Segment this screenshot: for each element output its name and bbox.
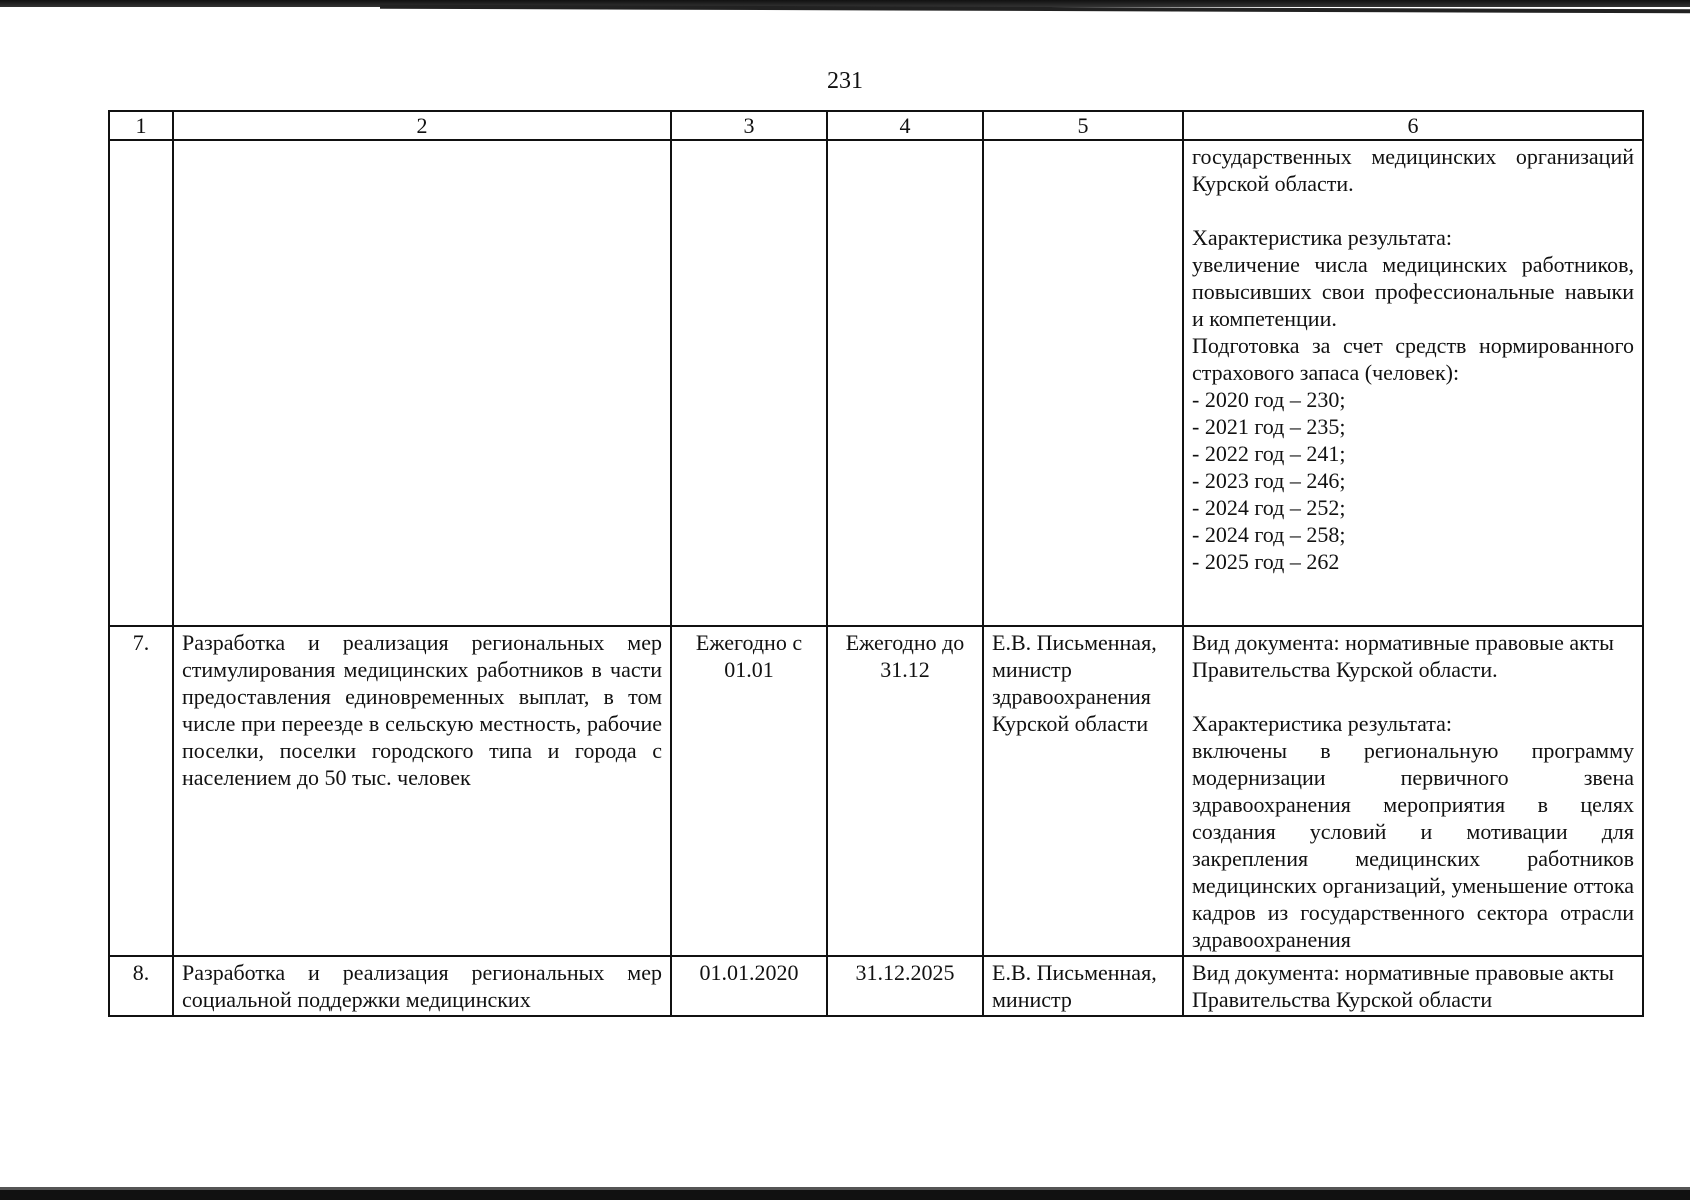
row-number: 8.: [109, 956, 173, 1016]
header-col-6: 6: [1183, 111, 1643, 140]
header-row: [109, 111, 1643, 140]
cont-cell-1: [109, 140, 173, 626]
row-number: 7.: [109, 626, 173, 956]
year-item: - 2021 год – 235;: [1192, 414, 1346, 439]
end-date: 31.12.2025: [827, 956, 983, 1016]
responsible-person: Е.В. Письменная, министр: [983, 956, 1183, 1016]
year-item: - 2023 год – 246;: [1192, 468, 1346, 493]
cont-training-text: Подготовка за счет средств нормированного страхового запаса (человек):: [1192, 333, 1634, 385]
result-text: включены в региональную программу модернизации первичного звена здравоохранения мероприятия в целях создания условий и мотивации для закрепления медицинских работников медицинских организаций, уменьшение оттока кадров из государственного сектора отрасли здравоохранения: [1192, 738, 1635, 952]
start-date: 01.01.2020: [671, 956, 827, 1016]
cont-result-heading: Характеристика результата:: [1192, 225, 1453, 250]
cont-result-text: увеличение числа медицинских работников, повысивших свои профессиональные навыки и компетенции.: [1192, 252, 1634, 331]
document-type: Вид документа: нормативные правовые акты Правительства Курской области.: [1192, 630, 1614, 682]
table-row: [109, 956, 1643, 1016]
result-heading: Характеристика результата:: [1192, 711, 1453, 736]
year-item: - 2022 год – 241;: [1192, 441, 1346, 466]
scan-edge-bottom: [0, 1190, 1690, 1200]
start-date: Ежегодно с 01.01: [671, 626, 827, 956]
page-number: 231: [827, 68, 863, 94]
header-col-4: 4: [827, 111, 983, 140]
measures-table: [108, 110, 1644, 1017]
year-item: - 2024 год – 252;: [1192, 495, 1346, 520]
header-col-3: 3: [671, 111, 827, 140]
cont-result-cell: [1183, 140, 1643, 626]
cont-cell-3: [671, 140, 827, 626]
table-row: [109, 626, 1643, 956]
measure-name: Разработка и реализация региональных мер стимулирования медицинских работников в части предоставления единовременных выплат, в том числе при переезде в сельскую местность, рабочие поселки, поселки городского типа и города с населением до 50 тыс. человек: [173, 626, 671, 956]
measure-name: Разработка и реализация региональных мер социальной поддержки медицинских: [173, 956, 671, 1016]
year-item: - 2024 год – 258;: [1192, 522, 1346, 547]
responsible-person: Е.В. Письменная, министр здравоохранения Курской области: [983, 626, 1183, 956]
cont-cell-5: [983, 140, 1183, 626]
result-cell: [1183, 626, 1643, 956]
end-date: Ежегодно до 31.12: [827, 626, 983, 956]
cont-cell-4: [827, 140, 983, 626]
cont-cell-2: [173, 140, 671, 626]
continuation-row: [109, 140, 1643, 626]
document-type: Вид документа: нормативные правовые акты Правительства Курской области: [1192, 960, 1614, 1012]
year-item: - 2025 год – 262: [1192, 549, 1340, 574]
cont-text-orgs: государственных медицинских организаций Курской области.: [1192, 144, 1634, 196]
result-cell: [1183, 956, 1643, 1016]
header-col-5: 5: [983, 111, 1183, 140]
header-col-1: 1: [109, 111, 173, 140]
year-item: - 2020 год – 230;: [1192, 387, 1346, 412]
header-col-2: 2: [173, 111, 671, 140]
